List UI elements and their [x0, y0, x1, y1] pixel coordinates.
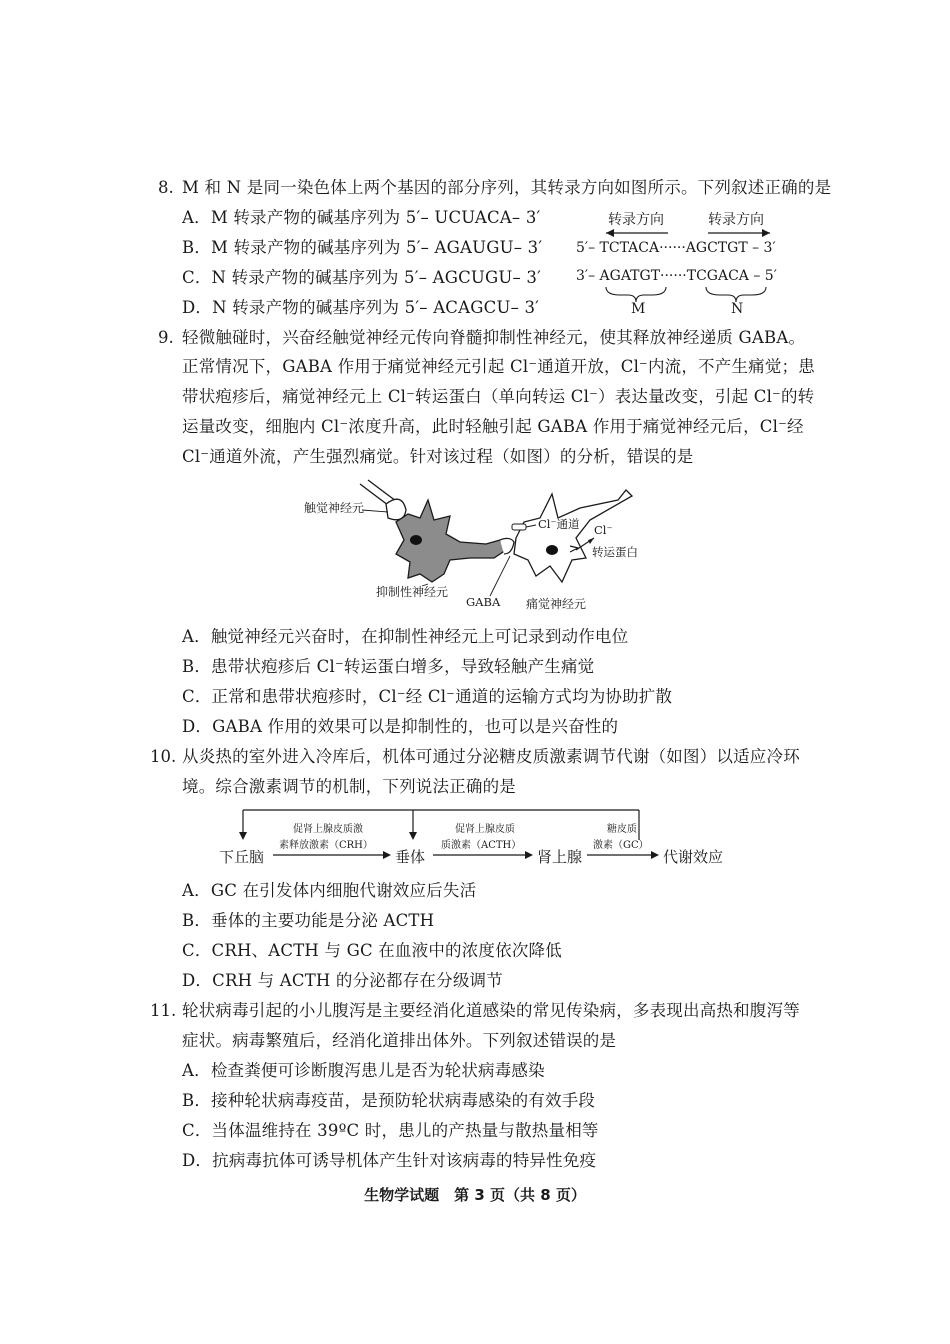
question-10-option-a: A．GC 在引发体内细胞代谢效应后失活 [182, 881, 477, 900]
question-8-option-b: B．M 转录产物的碱基序列为 5′– AGAUGU– 3′ [182, 238, 543, 257]
gc-label-line-2: 激素（GC） [593, 840, 649, 851]
gc-arrow-icon [651, 851, 659, 859]
acth-label-line-1: 促肾上腺皮质 [455, 824, 515, 835]
dna-bottom-strand: 3′– AGATGT······TCGACA – 5′ [576, 268, 777, 284]
arrow-right-icon [762, 229, 770, 237]
transcription-direction-right: 转录方向 [708, 212, 764, 228]
metabolic-effect-label: 代谢效应 [663, 848, 724, 866]
transcription-direction-left: 转录方向 [608, 212, 664, 228]
gene-m-label: M [631, 301, 646, 315]
adrenal-label: 肾上腺 [537, 848, 583, 866]
gene-n-label: N [731, 301, 744, 315]
cl-channel-label: Cl⁻通道 [538, 517, 580, 531]
question-9-option-b: B．患带状疱疹后 Cl⁻转运蛋白增多，导致轻触产生痛觉 [182, 657, 595, 676]
brace-n-icon [706, 287, 766, 302]
question-9-stem-line-4: 运量改变，细胞内 Cl⁻浓度升高，此时轻触引起 GABA 作用于痛觉神经元后，Cl⁻经 [182, 417, 804, 436]
question-9-option-a: A．触觉神经元兴奋时，在抑制性神经元上可记录到动作电位 [182, 627, 629, 646]
question-8-stem: M 和 N 是同一染色体上两个基因的部分序列，其转录方向如图所示。下列叙述正确的是 [182, 178, 832, 197]
inhibitory-neuron-label: 抑制性神经元 [376, 585, 449, 599]
feedback-arrow-hypothalamus-icon [239, 832, 247, 840]
question-10-option-c: C．CRH、ACTH 与 GC 在血液中的浓度依次降低 [182, 941, 562, 960]
gc-label-line-1: 糖皮质 [607, 824, 637, 835]
question-11-number: 11. [150, 1001, 177, 1020]
pituitary-label: 垂体 [395, 848, 426, 866]
arrow-left-icon [606, 229, 614, 237]
acth-label-line-2: 质激素（ACTH） [441, 840, 522, 851]
hormone-pathway-diagram [215, 806, 740, 872]
question-9-stem-line-5: Cl⁻通道外流，产生强烈痛觉。针对该过程（如图）的分析，错误的是 [182, 447, 694, 466]
question-10-number: 10. [150, 747, 177, 766]
question-8-option-c: C．N 转录产物的碱基序列为 5′– AGCUGU– 3′ [182, 268, 542, 287]
touch-neuron-label: 触觉神经元 [304, 501, 365, 515]
question-9-stem-line-2: 正常情况下，GABA 作用于痛觉神经元引起 Cl⁻通道开放，Cl⁻内流，不产生痛觉；患 [182, 357, 815, 376]
hypothalamus-label: 下丘脑 [219, 848, 265, 866]
question-9-option-c: C．正常和患带状疱疹时，Cl⁻经 Cl⁻通道的运输方式均为协助扩散 [182, 687, 673, 706]
dna-top-strand: 5′– TCTACA······AGCTGT – 3′ [576, 240, 776, 256]
page-footer: 生物学试题 第 3 页（共 8 页） [364, 1186, 586, 1204]
pain-neuron-nucleus-icon [546, 545, 558, 555]
neuron-diagram [300, 478, 660, 618]
cl-efflux-arrow-icon [588, 538, 594, 544]
question-8-number: 8. [158, 178, 174, 197]
question-10-stem-line-1: 从炎热的室外进入冷库后，机体可通过分泌糖皮质激素调节代谢（如图）以适应冷环 [182, 747, 800, 766]
gaba-label: GABA [466, 595, 501, 609]
crh-label-line-1: 促肾上腺皮质激 [293, 824, 363, 835]
pain-neuron-body-icon [514, 490, 632, 582]
question-9-option-d: D．GABA 作用的效果可以是抑制性的，也可以是兴奋性的 [182, 717, 619, 736]
dna-strand-figure [570, 205, 815, 315]
feedback-arrow-pituitary-icon [409, 832, 417, 840]
question-11-option-a: A．检查粪便可诊断腹泻患儿是否为轮状病毒感染 [182, 1061, 545, 1080]
crh-label-line-2: 素释放激素（CRH） [279, 840, 373, 851]
pain-neuron-label: 痛觉神经元 [526, 597, 587, 611]
question-11-option-c: C．当体温维持在 39ºC 时，患儿的产热量与散热量相等 [182, 1121, 599, 1140]
question-10-option-d: D．CRH 与 ACTH 的分泌都存在分级调节 [182, 971, 503, 990]
question-10-option-b: B．垂体的主要功能是分泌 ACTH [182, 911, 435, 930]
question-11-stem-line-1: 轮状病毒引起的小儿腹泻是主要经消化道感染的常见传染病，多表现出高热和腹泻等 [182, 1001, 800, 1020]
question-10-stem-line-2: 境。综合激素调节的机制，下列说法正确的是 [182, 777, 516, 796]
inhibitory-neuron-nucleus-icon [410, 535, 422, 545]
question-8-option-a: A．M 转录产物的碱基序列为 5′– UCUACA– 3′ [182, 208, 541, 227]
cl-channel-icon [512, 524, 526, 530]
crh-arrow-icon [383, 851, 391, 859]
acth-arrow-icon [525, 851, 533, 859]
question-11-option-b: B．接种轮状病毒疫苗，是预防轮状病毒感染的有效手段 [182, 1091, 596, 1110]
brace-m-icon [606, 287, 666, 302]
question-9-number: 9. [158, 328, 174, 347]
question-9-stem-line-3: 带状疱疹后，痛觉神经元上 Cl⁻转运蛋白（单向转运 Cl⁻）表达量改变，引起 Cl⁻的转 [182, 387, 815, 406]
question-9-stem-line-1: 轻微触碰时，兴奋经触觉神经元传向脊髓抑制性神经元，使其释放神经递质 GABA。 [182, 328, 806, 347]
transporter-label: 转运蛋白 [592, 545, 638, 559]
question-11-stem-line-2: 症状。病毒繁殖后，经消化道排出体外。下列叙述错误的是 [182, 1031, 617, 1050]
question-11-option-d: D．抗病毒抗体可诱导机体产生针对该病毒的特异性免疫 [182, 1151, 597, 1170]
question-8-option-d: D．N 转录产物的碱基序列为 5′– ACAGCU– 3′ [182, 298, 540, 317]
cl-ion-label: Cl⁻ [594, 523, 613, 537]
